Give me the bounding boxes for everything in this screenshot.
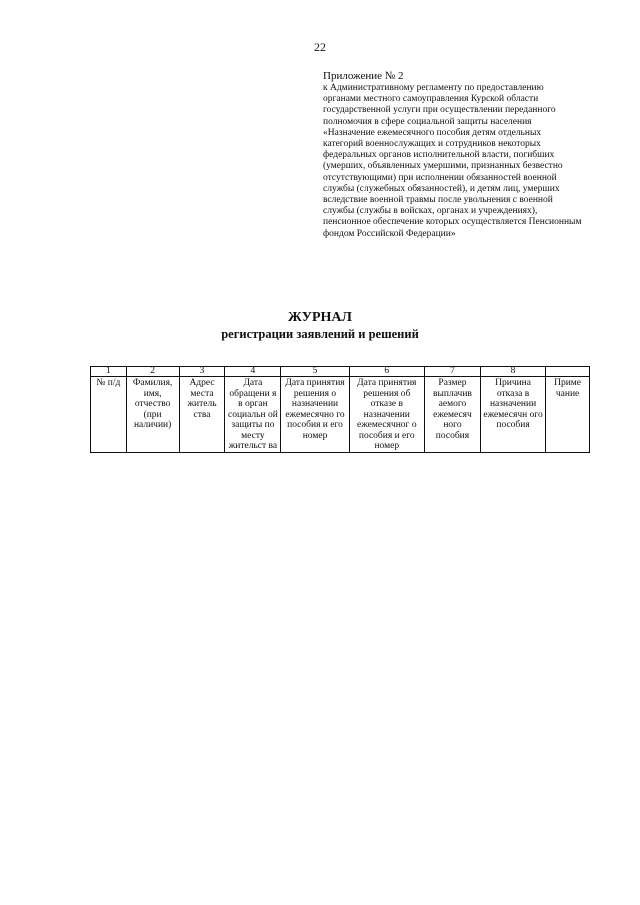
column-number-cell: 4: [225, 367, 281, 377]
header-cell-number: № п/д: [91, 377, 127, 453]
journal-heading: [0, 310, 640, 342]
journal-title: ЖУРНАЛ: [288, 310, 352, 325]
column-number-cell: 2: [126, 367, 179, 377]
header-row: [91, 377, 590, 453]
header-cell-address: Адрес места житель ства: [179, 377, 225, 453]
page-number: 22: [314, 40, 326, 54]
header-cell-benefit-amount: Размер выплачив аемого ежемесяч ного пособия: [424, 377, 480, 453]
column-number-cell: 6: [349, 367, 424, 377]
appendix-text: к Административному регламенту по предоставлению органами местного самоуправления Курской области государственной услуги при осуществлении переданного полномочия в сфере социальной защиты населения «Назначение ежемесячного пособия детям отдельных категорий военнослужащих и сотрудников некоторых федеральных органов исполнительной власти, погибших (умерших, объявленных умершими, признанных безвестно отсутствующими) при исполнении обязанностей военной службы (служебных обязанностей), и детям лиц, умерших вследствие военной травмы после увольнения с военной службы (службы в войсках, органах и учреждениях), пенсионное обеспечение которых осуществляется Пенсионным фондом Российской Федерации»: [323, 83, 582, 239]
column-number-cell: 8: [480, 367, 545, 377]
appendix-title: Приложение № 2: [323, 70, 404, 82]
header-cell-note: Приме чание: [546, 377, 590, 453]
header-cell-grant-decision: Дата принятия решения о назначении ежемесячно го пособия и его номер: [281, 377, 349, 453]
header-cell-full-name: Фамилия, имя, отчество (при наличии): [126, 377, 179, 453]
column-number-cell: 5: [281, 367, 349, 377]
journal-table: [90, 366, 590, 453]
column-number-cell: 1: [91, 367, 127, 377]
column-number-cell: [546, 367, 590, 377]
header-cell-application-date: Дата обращени я в орган социальн ой защиты по месту жительст ва: [225, 377, 281, 453]
column-number-cell: 7: [424, 367, 480, 377]
journal-subtitle: регистрации заявлений и решений: [221, 327, 419, 341]
column-number-row: [91, 367, 590, 377]
header-cell-refusal-decision: Дата принятия решения об отказе в назначении ежемесячног о пособия и его номер: [349, 377, 424, 453]
column-number-cell: 3: [179, 367, 225, 377]
header-cell-refusal-reason: Причина отказа в назначении ежемесячн ого пособия: [480, 377, 545, 453]
appendix-block: [323, 70, 583, 240]
